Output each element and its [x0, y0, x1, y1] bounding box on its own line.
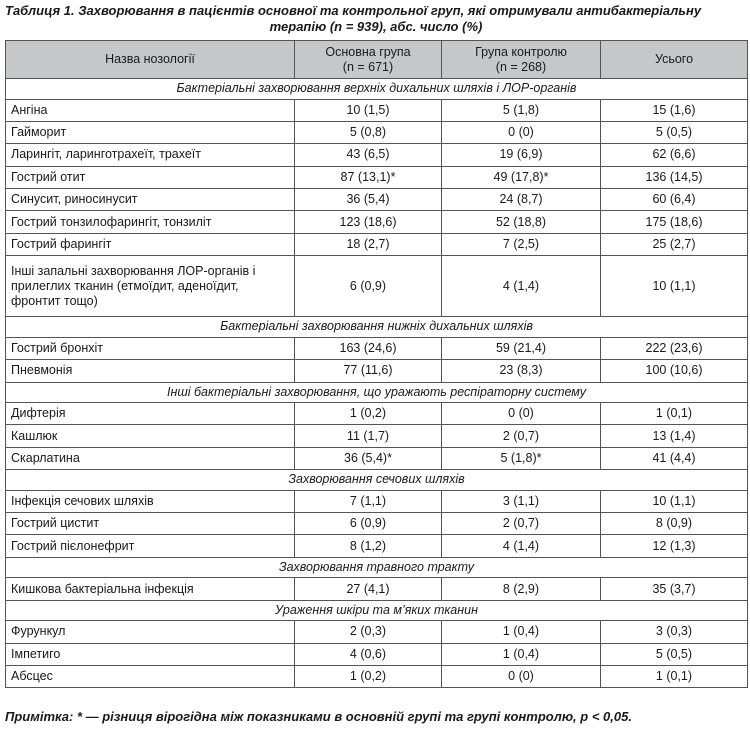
header-main-group-label: Основна група — [325, 44, 411, 59]
cell-total: 35 (3,7) — [601, 578, 748, 600]
section-title: Бактеріальні захворювання нижніх дихальних шляхів — [6, 317, 748, 338]
cell-total: 10 (1,1) — [601, 490, 748, 512]
cell-main-group: 18 (2,7) — [295, 233, 442, 255]
cell-main-group: 2 (0,3) — [295, 621, 442, 643]
table-row — [6, 144, 748, 166]
cell-main-group: 4 (0,6) — [295, 643, 442, 665]
cell-control-group: 1 (0,4) — [442, 643, 601, 665]
section-row — [6, 600, 748, 621]
cell-nosology: Гострий тонзилофарингіт, тонзиліт — [6, 211, 295, 233]
disease-table — [5, 40, 748, 688]
cell-control-group: 0 (0) — [442, 403, 601, 425]
cell-total: 25 (2,7) — [601, 233, 748, 255]
table-row — [6, 99, 748, 121]
cell-total: 136 (14,5) — [601, 166, 748, 188]
cell-main-group: 36 (5,4) — [295, 189, 442, 211]
table-row — [6, 666, 748, 688]
caption-line-2: терапію (n = 939), абс. число (%) — [269, 19, 483, 34]
cell-main-group: 77 (11,6) — [295, 360, 442, 382]
cell-total: 8 (0,9) — [601, 513, 748, 535]
section-title: Ураження шкіри та м’яких тканин — [6, 600, 748, 621]
cell-control-group: 23 (8,3) — [442, 360, 601, 382]
table-row — [6, 621, 748, 643]
cell-control-group: 49 (17,8)* — [442, 166, 601, 188]
cell-total: 12 (1,3) — [601, 535, 748, 557]
cell-control-group: 2 (0,7) — [442, 513, 601, 535]
cell-nosology: Гострий фарингіт — [6, 233, 295, 255]
cell-main-group: 1 (0,2) — [295, 666, 442, 688]
cell-nosology: Інші запальні захворювання ЛОР-органів і прилеглих тканин (етмоїдит, аденоїдит, фронтит тощо) — [6, 256, 295, 317]
cell-nosology: Гострий пієлонефрит — [6, 535, 295, 557]
cell-main-group: 5 (0,8) — [295, 121, 442, 143]
cell-main-group: 123 (18,6) — [295, 211, 442, 233]
cell-nosology: Дифтерія — [6, 403, 295, 425]
cell-control-group: 4 (1,4) — [442, 535, 601, 557]
table-row — [6, 189, 748, 211]
section-row — [6, 79, 748, 100]
cell-main-group: 10 (1,5) — [295, 99, 442, 121]
cell-control-group: 19 (6,9) — [442, 144, 601, 166]
cell-nosology: Кишкова бактеріальна інфекція — [6, 578, 295, 600]
header-control-group — [442, 41, 601, 79]
cell-control-group: 52 (18,8) — [442, 211, 601, 233]
section-title: Захворювання сечових шляхів — [6, 470, 748, 491]
cell-main-group: 11 (1,7) — [295, 425, 442, 447]
table-row — [6, 121, 748, 143]
cell-control-group: 5 (1,8) — [442, 99, 601, 121]
cell-main-group: 27 (4,1) — [295, 578, 442, 600]
cell-control-group: 0 (0) — [442, 666, 601, 688]
header-total — [601, 41, 748, 79]
cell-nosology: Кашлюк — [6, 425, 295, 447]
cell-main-group: 163 (24,6) — [295, 337, 442, 359]
cell-nosology: Скарлатина — [6, 447, 295, 469]
cell-total: 5 (0,5) — [601, 121, 748, 143]
cell-total: 222 (23,6) — [601, 337, 748, 359]
section-title: Інші бактеріальні захворювання, що уражають респіраторну систему — [6, 382, 748, 403]
cell-control-group: 1 (0,4) — [442, 621, 601, 643]
cell-control-group: 8 (2,9) — [442, 578, 601, 600]
cell-control-group: 5 (1,8)* — [442, 447, 601, 469]
table-header-row — [6, 41, 748, 79]
header-control-group-n: (n = 268) — [495, 59, 547, 74]
section-row — [6, 470, 748, 491]
table-caption — [5, 3, 747, 35]
section-title: Захворювання травного тракту — [6, 557, 748, 578]
cell-nosology: Імпетиго — [6, 643, 295, 665]
cell-main-group: 6 (0,9) — [295, 256, 442, 317]
table-row — [6, 403, 748, 425]
cell-main-group: 6 (0,9) — [295, 513, 442, 535]
table-row — [6, 166, 748, 188]
cell-nosology: Інфекція сечових шляхів — [6, 490, 295, 512]
cell-control-group: 4 (1,4) — [442, 256, 601, 317]
caption-line-1: Таблиця 1. Захворювання в пацієнтів основної та контрольної груп, які отримували антибактеріальну — [5, 3, 702, 18]
header-main-group-n: (n = 671) — [342, 59, 394, 74]
cell-total: 100 (10,6) — [601, 360, 748, 382]
table-body — [6, 79, 748, 688]
table-row — [6, 256, 748, 317]
table-row — [6, 425, 748, 447]
cell-total: 175 (18,6) — [601, 211, 748, 233]
table-row — [6, 490, 748, 512]
cell-total: 62 (6,6) — [601, 144, 748, 166]
cell-control-group: 2 (0,7) — [442, 425, 601, 447]
cell-total: 1 (0,1) — [601, 403, 748, 425]
table-row — [6, 535, 748, 557]
header-name-label: Назва нозології — [105, 52, 195, 66]
cell-nosology: Ларингіт, ларинготрахеїт, трахеїт — [6, 144, 295, 166]
section-row — [6, 557, 748, 578]
cell-main-group: 8 (1,2) — [295, 535, 442, 557]
cell-total: 10 (1,1) — [601, 256, 748, 317]
table-note: Примітка: * — різниця вірогідна між показниками в основній групі та групі контролю, р < 0,05. — [5, 709, 632, 724]
cell-main-group: 87 (13,1)* — [295, 166, 442, 188]
cell-main-group: 7 (1,1) — [295, 490, 442, 512]
section-row — [6, 317, 748, 338]
table-row — [6, 211, 748, 233]
table-row — [6, 360, 748, 382]
cell-total: 5 (0,5) — [601, 643, 748, 665]
table-row — [6, 233, 748, 255]
cell-control-group: 3 (1,1) — [442, 490, 601, 512]
table-row — [6, 513, 748, 535]
section-row — [6, 382, 748, 403]
header-control-group-label: Група контролю — [475, 44, 567, 59]
table-row — [6, 447, 748, 469]
cell-total: 3 (0,3) — [601, 621, 748, 643]
cell-control-group: 7 (2,5) — [442, 233, 601, 255]
cell-nosology: Гострий отит — [6, 166, 295, 188]
cell-total: 15 (1,6) — [601, 99, 748, 121]
cell-total: 41 (4,4) — [601, 447, 748, 469]
cell-nosology: Гострий бронхіт — [6, 337, 295, 359]
table-row — [6, 578, 748, 600]
header-total-label: Усього — [654, 52, 694, 66]
cell-total: 1 (0,1) — [601, 666, 748, 688]
section-title: Бактеріальні захворювання верхніх дихальних шляхів і ЛОР-органів — [6, 79, 748, 100]
cell-nosology: Абсцес — [6, 666, 295, 688]
cell-control-group: 59 (21,4) — [442, 337, 601, 359]
cell-total: 13 (1,4) — [601, 425, 748, 447]
header-main-group — [295, 41, 442, 79]
cell-nosology: Ангіна — [6, 99, 295, 121]
cell-main-group: 1 (0,2) — [295, 403, 442, 425]
table-row — [6, 337, 748, 359]
cell-nosology: Гайморит — [6, 121, 295, 143]
cell-control-group: 24 (8,7) — [442, 189, 601, 211]
table-row — [6, 643, 748, 665]
cell-control-group: 0 (0) — [442, 121, 601, 143]
cell-nosology: Пневмонія — [6, 360, 295, 382]
cell-nosology: Фурункул — [6, 621, 295, 643]
cell-total: 60 (6,4) — [601, 189, 748, 211]
cell-main-group: 36 (5,4)* — [295, 447, 442, 469]
header-name — [6, 41, 295, 79]
cell-nosology: Синусит, риносинусит — [6, 189, 295, 211]
cell-nosology: Гострий цистит — [6, 513, 295, 535]
cell-main-group: 43 (6,5) — [295, 144, 442, 166]
